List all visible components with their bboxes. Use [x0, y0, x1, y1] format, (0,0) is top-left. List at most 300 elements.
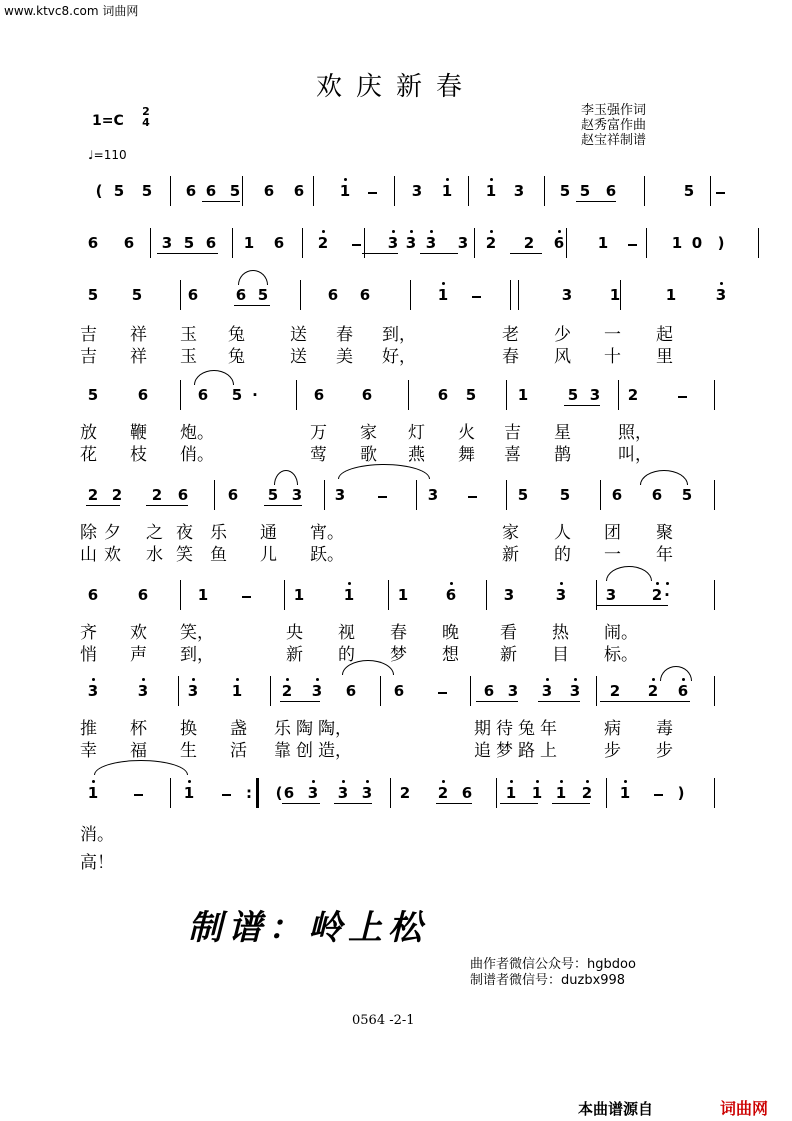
lyric-syllable: 标。 — [604, 645, 638, 665]
note: 1 — [665, 286, 677, 304]
tie-slur — [194, 370, 234, 385]
octave-dot — [536, 780, 539, 783]
note: 1 — [609, 286, 621, 304]
beam-underline — [157, 253, 218, 254]
lyric-syllable: 人 — [554, 523, 571, 543]
lyric-syllable: 陶， — [318, 719, 352, 739]
barline — [180, 280, 181, 310]
lyric-line — [0, 714, 673, 739]
barline — [300, 280, 301, 310]
beam-underline — [146, 505, 188, 506]
hold-dash — [438, 692, 447, 694]
beam-underline — [564, 405, 600, 406]
beam-underline — [596, 605, 668, 606]
lyric-syllable: 好， — [382, 347, 416, 367]
note: 6 — [361, 386, 373, 404]
lyric-syllable: 花 — [80, 445, 97, 465]
lyric-syllable: 晚 — [442, 623, 459, 643]
octave-dot — [92, 780, 95, 783]
lyric-syllable: 舞 — [458, 445, 475, 465]
lyric-syllable: 路 — [518, 741, 535, 761]
octave-dot — [624, 780, 627, 783]
barline — [468, 176, 469, 206]
note: 6 — [437, 386, 449, 404]
note: 5 — [87, 386, 99, 404]
time-signature-bottom: 4 — [142, 116, 150, 129]
lyric-syllable: 新 — [502, 545, 519, 565]
barline — [232, 228, 233, 258]
key-signature: 1=C — [92, 113, 124, 129]
lyric-syllable: 水 — [146, 545, 163, 565]
lyric-syllable: 笑 — [176, 545, 193, 565]
note: 6 — [87, 234, 99, 252]
barline — [214, 480, 215, 510]
beam-underline — [234, 305, 270, 306]
note: 6 — [235, 286, 247, 304]
barline — [620, 280, 621, 310]
note: 6 — [177, 486, 189, 504]
lyric-syllable: 宵。 — [310, 523, 344, 543]
note: 3 — [311, 682, 323, 700]
note: 2 — [151, 486, 163, 504]
beam-underline — [420, 253, 458, 254]
lyric-syllable: 之 — [146, 523, 163, 543]
note: 5 — [131, 286, 143, 304]
note: 6 — [359, 286, 371, 304]
note: 2 — [111, 486, 123, 504]
lyric-syllable: 春 — [390, 623, 407, 643]
note: 6 — [293, 182, 305, 200]
note: 6 — [197, 386, 209, 404]
lyric-syllable: 起 — [656, 325, 673, 345]
barline — [596, 676, 597, 706]
octave-dot — [442, 780, 445, 783]
lyric-syllable: 幸 — [80, 741, 97, 761]
lyric-syllable: 靠 — [274, 741, 291, 761]
note: 5 — [579, 182, 591, 200]
barline — [714, 480, 715, 510]
lyric-syllable: 梦 — [390, 645, 407, 665]
octave-dot — [392, 230, 395, 233]
beam-underline — [280, 701, 320, 702]
octave-dot — [92, 678, 95, 681]
lyric-syllable: 悄 — [80, 645, 97, 665]
lyric-syllable: 福 — [130, 741, 147, 761]
signature: 制谱：岭上松 — [188, 908, 428, 948]
lyric-syllable: 夕 — [104, 523, 121, 543]
note: 3 — [503, 586, 515, 604]
lyric-syllable: 鹊 — [554, 445, 571, 465]
note: 5 — [229, 182, 241, 200]
note: 5 — [87, 286, 99, 304]
barline — [714, 580, 715, 610]
barline — [758, 228, 759, 258]
note: 1 — [441, 182, 453, 200]
hold-dash — [368, 192, 377, 194]
octave-dot — [450, 582, 453, 585]
note: 3 — [513, 182, 525, 200]
octave-dot — [656, 582, 659, 585]
song-title: 欢庆新春 — [315, 72, 476, 102]
note: 2 — [651, 586, 663, 604]
lyric-syllable: 莺 — [310, 445, 327, 465]
lyric-syllable: 里 — [656, 347, 673, 367]
beam-underline — [538, 701, 580, 702]
lyric-syllable: 看 — [500, 623, 517, 643]
barline — [470, 676, 471, 706]
note: 3 — [555, 586, 567, 604]
tie-slur — [338, 464, 430, 479]
note: 6 — [605, 182, 617, 200]
barline — [394, 176, 395, 206]
hold-dash — [378, 496, 387, 498]
beam-underline — [264, 505, 302, 506]
lyric-line — [0, 320, 673, 345]
lyric-syllable: 到， — [180, 645, 214, 665]
lyric-syllable: 喜 — [504, 445, 521, 465]
note: 2 — [523, 234, 535, 252]
lyric-syllable: 步 — [604, 741, 621, 761]
lyric-syllable: 创 — [296, 741, 313, 761]
lyric-syllable: 欢 — [104, 545, 121, 565]
barline — [170, 778, 171, 808]
note: 3 — [605, 586, 617, 604]
note: 3 — [87, 682, 99, 700]
hold-dash — [472, 296, 481, 298]
beam-underline — [510, 253, 542, 254]
lyric-syllable: 聚 — [656, 523, 673, 543]
note: 5 — [559, 182, 571, 200]
lyric-syllable: 风 — [554, 347, 571, 367]
lyric-syllable: 俏。 — [180, 445, 214, 465]
lyric-syllable: 毒 — [656, 719, 673, 739]
note: 1 — [597, 234, 609, 252]
barline — [408, 380, 409, 410]
lyric-syllable: 齐 — [80, 623, 97, 643]
note: 1 — [343, 586, 355, 604]
lyric-syllable: 家 — [502, 523, 519, 543]
note: 6 — [393, 682, 405, 700]
octave-dot — [510, 780, 513, 783]
barline — [606, 778, 607, 808]
lyric-syllable: 想 — [442, 645, 459, 665]
time-signature — [140, 106, 152, 128]
lyric-syllable: 病 — [604, 719, 621, 739]
note: 5 — [559, 486, 571, 504]
octave-dot — [142, 678, 145, 681]
note: 1 — [671, 234, 683, 252]
composer-credit: 赵秀富作曲 — [581, 118, 647, 133]
lyric-syllable: 闹。 — [604, 623, 638, 643]
score-row — [0, 280, 792, 314]
note: 1 — [87, 784, 99, 802]
note: 6 — [187, 286, 199, 304]
note: 1 — [517, 386, 529, 404]
lyric-syllable: 步 — [656, 741, 673, 761]
octave-dot — [312, 780, 315, 783]
lyric-syllable: 新 — [500, 645, 517, 665]
lyric-syllable: 儿 — [260, 545, 277, 565]
note: 1 — [531, 784, 543, 802]
lyric-syllable: 团 — [604, 523, 621, 543]
beam-underline — [576, 201, 616, 202]
note: 6 — [137, 586, 149, 604]
barline — [646, 228, 647, 258]
note: 6 — [205, 182, 217, 200]
beam-underline — [334, 803, 372, 804]
note: 3 — [361, 784, 373, 802]
score-row — [0, 228, 792, 262]
lyric-syllable: 换 — [180, 719, 197, 739]
lyric-syllable: 一 — [604, 545, 621, 565]
lyric-syllable: 吉 — [80, 347, 97, 367]
tempo-marking: ♩=110 — [88, 148, 127, 162]
barline — [150, 228, 151, 258]
beam-underline — [436, 803, 472, 804]
octave-dot — [342, 780, 345, 783]
octave-dot — [720, 282, 723, 285]
beam-underline — [500, 803, 538, 804]
lyric-syllable: 枝 — [130, 445, 147, 465]
lyric-syllable: 祥 — [130, 325, 147, 345]
lyric-syllable: 杯 — [130, 719, 147, 739]
lyric-syllable: 星 — [554, 423, 571, 443]
note: 6 — [327, 286, 339, 304]
beam-underline — [552, 803, 590, 804]
barline — [474, 228, 475, 258]
lyric-line — [0, 518, 673, 543]
note: 1 — [397, 586, 409, 604]
note: 6 — [87, 586, 99, 604]
note: 6 — [651, 486, 663, 504]
hold-dash — [628, 244, 637, 246]
lyric-syllable: 十 — [604, 347, 621, 367]
contact-info — [470, 957, 636, 989]
arranger-credit: 赵宝祥制谱 — [581, 133, 647, 148]
octave-dot — [430, 230, 433, 233]
note: 2 — [609, 682, 621, 700]
site-watermark: www.ktvc8.com 词曲网 — [4, 4, 139, 18]
octave-dot — [442, 282, 445, 285]
octave-dot — [192, 678, 195, 681]
note: 2 — [647, 682, 659, 700]
barline — [284, 580, 285, 610]
octave-dot — [366, 780, 369, 783]
note: 3 — [137, 682, 149, 700]
lyric-syllable: 灯 — [408, 423, 425, 443]
barline — [180, 580, 181, 610]
score-row — [0, 778, 792, 812]
hold-dash — [222, 794, 231, 796]
tie-slur — [660, 666, 692, 681]
note: 3 — [589, 386, 601, 404]
note: 6 — [205, 234, 217, 252]
beam-underline — [362, 253, 398, 254]
note: 6 — [313, 386, 325, 404]
lyric-syllable: 年 — [656, 545, 673, 565]
barline — [324, 480, 325, 510]
note: 3 — [405, 234, 417, 252]
lyric-syllable: 除 — [80, 523, 97, 543]
note: 6 — [185, 182, 197, 200]
source-logo: 词曲网 — [720, 1099, 769, 1118]
barline — [390, 778, 391, 808]
lyric-syllable: 的 — [554, 545, 571, 565]
lyric-syllable: 鞭 — [130, 423, 147, 443]
note: 2 — [87, 486, 99, 504]
lyric-syllable: 盏 — [230, 719, 247, 739]
beam-underline — [282, 803, 320, 804]
note: 6 — [553, 234, 565, 252]
lyric-line — [0, 640, 640, 665]
lyric-syllable: 吉 — [80, 325, 97, 345]
lyric-syllable: 笑， — [180, 623, 214, 643]
barline — [170, 176, 171, 206]
lyric-syllable: 生 — [180, 741, 197, 761]
lyric-syllable: 吉 — [504, 423, 521, 443]
note: 5 — [231, 386, 243, 404]
arranger-wechat: 制谱者微信号：duzbx998 — [470, 973, 626, 988]
octave-dot — [490, 178, 493, 181]
note: 6 — [483, 682, 495, 700]
lyric-line — [0, 820, 640, 845]
note: 1 — [505, 784, 517, 802]
lyric-syllable: 新 — [286, 645, 303, 665]
note: 3 — [337, 784, 349, 802]
lyric-syllable: 春 — [336, 325, 353, 345]
barline — [618, 380, 619, 410]
note: 1 — [619, 784, 631, 802]
hold-dash — [242, 596, 251, 598]
lyricist-credit: 李玉强作词 — [581, 103, 647, 118]
note: 3 — [715, 286, 727, 304]
barline — [566, 228, 567, 258]
note: 1 — [243, 234, 255, 252]
octave-dot — [322, 230, 325, 233]
note: 2 — [281, 682, 293, 700]
note: 2 — [437, 784, 449, 802]
hold-dash — [352, 244, 361, 246]
lyric-syllable: 燕 — [408, 445, 425, 465]
barline — [302, 228, 303, 258]
lyric-syllable: 叫， — [618, 445, 652, 465]
note: 3 — [427, 486, 439, 504]
beam-underline — [202, 201, 240, 202]
octave-dot — [560, 780, 563, 783]
note: 3 — [161, 234, 173, 252]
beam-underline — [476, 701, 518, 702]
note: 3 — [507, 682, 519, 700]
note: 3 — [307, 784, 319, 802]
lyric-line — [0, 736, 673, 761]
note: 6 — [227, 486, 239, 504]
note: 1 — [293, 586, 305, 604]
barline — [714, 676, 715, 706]
barline — [380, 676, 381, 706]
lyric-syllable: 万 — [310, 423, 327, 443]
octave-dot — [586, 780, 589, 783]
octave-dot — [344, 178, 347, 181]
note: · — [252, 386, 258, 404]
lyric-syllable: 高！ — [80, 853, 114, 873]
lyric-syllable: 央 — [286, 623, 303, 643]
barline — [710, 176, 711, 206]
note: 6 — [445, 586, 457, 604]
note: 5 — [141, 182, 153, 200]
note: 5 — [683, 182, 695, 200]
octave-dot — [652, 678, 655, 681]
lyric-syllable: 声 — [130, 645, 147, 665]
lyric-syllable: 老 — [502, 325, 519, 345]
lyric-syllable: 照， — [618, 423, 652, 443]
lyric-syllable: 少 — [554, 325, 571, 345]
barline — [296, 380, 297, 410]
hold-dash — [134, 794, 143, 796]
lyric-syllable: 消。 — [80, 825, 114, 845]
lyric-syllable: 乐 — [210, 523, 227, 543]
octave-dot — [666, 582, 669, 585]
lyric-syllable: 春 — [502, 347, 519, 367]
beam-underline — [600, 701, 690, 702]
octave-dot — [574, 678, 577, 681]
barline — [544, 176, 545, 206]
note: 6 — [677, 682, 689, 700]
note: 3 — [291, 486, 303, 504]
octave-dot — [316, 678, 319, 681]
repeat-dots: : — [246, 784, 252, 802]
note: 3 — [425, 234, 437, 252]
barline — [644, 176, 645, 206]
note: ( — [95, 182, 103, 200]
barline — [270, 676, 271, 706]
score-row — [0, 380, 792, 414]
note: 1 — [485, 182, 497, 200]
lyric-syllable: 陶 — [296, 719, 313, 739]
lyric-syllable: 乐 — [274, 719, 291, 739]
lyric-syllable: 待 — [496, 719, 513, 739]
lyric-syllable: 追 — [474, 741, 491, 761]
lyric-syllable: 玉 — [180, 325, 197, 345]
lyric-line — [0, 540, 673, 565]
octave-dot — [446, 178, 449, 181]
note: 5 — [567, 386, 579, 404]
note: 1 — [231, 682, 243, 700]
lyric-syllable: 玉 — [180, 347, 197, 367]
score-row — [0, 676, 792, 710]
barline — [486, 580, 487, 610]
lyric-line — [0, 440, 652, 465]
lyric-syllable: 祥 — [130, 347, 147, 367]
note: 3 — [457, 234, 469, 252]
note: 6 — [137, 386, 149, 404]
barline — [313, 176, 314, 206]
lyric-syllable: 炮。 — [180, 423, 214, 443]
score-row — [0, 480, 792, 514]
score-row — [0, 176, 792, 210]
lyric-syllable: 到， — [382, 325, 416, 345]
octave-dot — [236, 678, 239, 681]
lyric-syllable: 上 — [540, 741, 557, 761]
note: ( — [275, 784, 283, 802]
octave-dot — [188, 780, 191, 783]
lyric-syllable: 欢 — [130, 623, 147, 643]
tie-slur — [640, 470, 688, 485]
lyric-syllable: 年 — [540, 719, 557, 739]
note: 2 — [317, 234, 329, 252]
lyric-syllable: 期 — [474, 719, 491, 739]
barline — [506, 380, 507, 410]
note: 3 — [569, 682, 581, 700]
